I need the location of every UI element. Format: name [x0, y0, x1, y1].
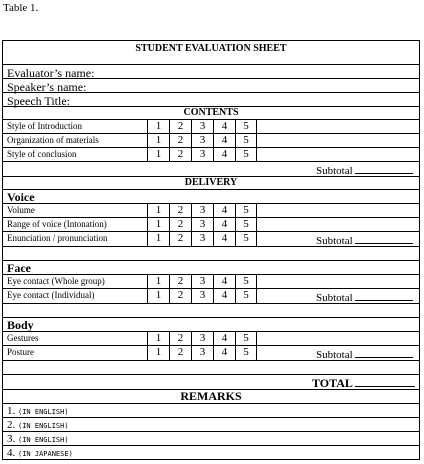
remark-number: 4. — [7, 447, 16, 459]
table-caption: Table 1. — [3, 2, 39, 14]
rating-scale[interactable] — [147, 346, 257, 360]
rating-option[interactable]: 5 — [235, 275, 257, 288]
subtotal-label: Subtotal — [316, 349, 353, 361]
rating-option[interactable]: 3 — [191, 120, 213, 133]
rating-scale[interactable] — [147, 120, 257, 133]
rating-option[interactable]: 1 — [147, 332, 169, 345]
rating-option[interactable]: 4 — [213, 134, 235, 147]
rating-option[interactable]: 4 — [213, 289, 235, 303]
contents-heading-row — [3, 107, 419, 120]
subtotal-blank[interactable] — [355, 164, 413, 174]
rating-option[interactable]: 4 — [213, 232, 235, 246]
remark-text — [7, 433, 69, 445]
rating-option[interactable]: 1 — [147, 218, 169, 231]
rating-scale[interactable] — [147, 289, 257, 303]
rating-option[interactable]: 3 — [191, 232, 213, 246]
body-item-row — [3, 332, 419, 346]
contents-item-label: Style of Introduction — [7, 121, 82, 131]
rating-option[interactable]: 3 — [191, 148, 213, 161]
rating-option[interactable]: 1 — [147, 275, 169, 288]
rating-option[interactable]: 5 — [235, 346, 257, 360]
total-row — [3, 375, 419, 390]
voice-heading-row — [3, 190, 419, 204]
speaker-name-label: Speaker’s name: — [7, 80, 87, 94]
rating-option[interactable]: 1 — [147, 120, 169, 133]
rating-option[interactable]: 5 — [235, 218, 257, 231]
remark-line[interactable] — [3, 432, 419, 446]
remark-text — [7, 419, 69, 431]
spacer-row — [3, 247, 419, 261]
remark-line[interactable] — [3, 446, 419, 459]
subtotal-blank[interactable] — [355, 234, 413, 244]
rating-option[interactable]: 5 — [235, 332, 257, 345]
delivery-heading: DELIVERY — [184, 177, 238, 188]
sheet-title: STUDENT EVALUATION SHEET — [135, 43, 287, 54]
rating-scale[interactable] — [147, 232, 257, 246]
remark-language: (IN ENGLISH) — [18, 422, 69, 430]
evaluator-name-field[interactable] — [3, 65, 419, 79]
remark-text — [7, 447, 73, 459]
remark-text — [7, 405, 69, 417]
remark-language: (IN ENGLISH) — [18, 436, 69, 444]
subtotal-label: Subtotal — [316, 165, 353, 177]
remark-line[interactable] — [3, 404, 419, 418]
total-field[interactable] — [312, 376, 415, 391]
rating-option[interactable]: 2 — [169, 204, 191, 217]
remark-line[interactable] — [3, 418, 419, 432]
total-label: TOTAL — [312, 376, 353, 390]
speaker-name-field[interactable] — [3, 79, 419, 93]
rating-option[interactable]: 2 — [169, 232, 191, 246]
face-item-row — [3, 275, 419, 289]
rating-option[interactable]: 2 — [169, 120, 191, 133]
subtotal-label: Subtotal — [316, 235, 353, 247]
rating-option[interactable]: 4 — [213, 275, 235, 288]
rating-option[interactable]: 5 — [235, 232, 257, 246]
rating-option[interactable]: 2 — [169, 346, 191, 360]
rating-option[interactable]: 2 — [169, 289, 191, 303]
rating-option[interactable]: 5 — [235, 148, 257, 161]
delivery-heading-row — [3, 177, 419, 190]
body-subtotal[interactable] — [316, 348, 413, 361]
rating-option[interactable]: 2 — [169, 148, 191, 161]
sheet-title-row — [3, 41, 419, 65]
rating-option[interactable]: 4 — [213, 204, 235, 217]
contents-item-row — [3, 120, 419, 134]
remark-language: (IN JAPANESE) — [18, 450, 73, 458]
rating-option[interactable]: 5 — [235, 204, 257, 217]
rating-option[interactable]: 4 — [213, 346, 235, 360]
face-item-row — [3, 289, 419, 304]
rating-option[interactable]: 4 — [213, 120, 235, 133]
body-item-label: Posture — [7, 347, 34, 357]
voice-item-label: Enunciation / pronunciation — [7, 233, 108, 243]
rating-option[interactable]: 5 — [235, 120, 257, 133]
remark-number: 3. — [7, 433, 16, 445]
face-subtotal[interactable] — [316, 291, 413, 304]
contents-subtotal[interactable] — [316, 164, 413, 177]
contents-subtotal-row — [3, 162, 419, 177]
contents-item-label: Organization of materials — [7, 135, 99, 145]
rating-option[interactable]: 1 — [147, 134, 169, 147]
speech-title-label: Speech Title: — [7, 94, 71, 108]
rating-scale[interactable] — [147, 134, 257, 147]
body-item-label: Gestures — [7, 333, 39, 343]
body-heading-row — [3, 318, 419, 332]
rating-option[interactable]: 4 — [213, 332, 235, 345]
rating-option[interactable]: 1 — [147, 289, 169, 303]
subtotal-blank[interactable] — [355, 348, 413, 358]
rating-scale[interactable] — [147, 275, 257, 288]
rating-option[interactable]: 3 — [191, 289, 213, 303]
speech-title-field[interactable] — [3, 93, 419, 107]
rating-option[interactable]: 5 — [235, 289, 257, 303]
remark-number: 2. — [7, 419, 16, 431]
contents-item-label: Style of conclusion — [7, 149, 77, 159]
remark-number: 1. — [7, 405, 16, 417]
voice-item-row — [3, 204, 419, 218]
rating-option[interactable]: 3 — [191, 204, 213, 217]
rating-option[interactable]: 3 — [191, 134, 213, 147]
rating-option[interactable]: 3 — [191, 346, 213, 360]
rating-option[interactable]: 3 — [191, 275, 213, 288]
rating-option[interactable]: 1 — [147, 204, 169, 217]
evaluation-sheet — [2, 40, 420, 460]
rating-option[interactable]: 2 — [169, 275, 191, 288]
rating-scale[interactable] — [147, 204, 257, 217]
spacer-row — [3, 361, 419, 375]
remarks-heading: REMARKS — [180, 389, 242, 403]
body-heading: Body — [7, 318, 34, 332]
rating-option[interactable]: 5 — [235, 134, 257, 147]
contents-heading: CONTENTS — [183, 107, 239, 118]
rating-scale[interactable] — [147, 332, 257, 345]
face-item-label: Eye contact (Individual) — [7, 290, 95, 300]
total-blank[interactable] — [355, 377, 415, 387]
spacer-row — [3, 304, 419, 318]
remark-language: (IN ENGLISH) — [18, 408, 69, 416]
rating-option[interactable]: 2 — [169, 134, 191, 147]
rating-option[interactable]: 3 — [191, 332, 213, 345]
rating-scale[interactable] — [147, 218, 257, 231]
subtotal-label: Subtotal — [316, 292, 353, 304]
voice-subtotal[interactable] — [316, 234, 413, 247]
subtotal-blank[interactable] — [355, 291, 413, 301]
voice-heading: Voice — [7, 190, 35, 204]
voice-item-label: Volume — [7, 205, 35, 215]
body-item-row — [3, 346, 419, 361]
face-item-label: Eye contact (Whole group) — [7, 276, 105, 286]
contents-item-row — [3, 148, 419, 162]
voice-item-row — [3, 218, 419, 232]
rating-option[interactable]: 4 — [213, 218, 235, 231]
rating-option[interactable]: 1 — [147, 232, 169, 246]
rating-scale[interactable] — [147, 148, 257, 161]
voice-item-row — [3, 232, 419, 247]
remarks-heading-row — [3, 390, 419, 404]
rating-option[interactable]: 3 — [191, 218, 213, 231]
rating-option[interactable]: 4 — [213, 148, 235, 161]
rating-option[interactable]: 1 — [147, 346, 169, 360]
rating-option[interactable]: 1 — [147, 148, 169, 161]
rating-option[interactable]: 2 — [169, 332, 191, 345]
face-heading: Face — [7, 261, 31, 275]
evaluator-name-label: Evaluator’s name: — [7, 66, 95, 80]
face-heading-row — [3, 261, 419, 275]
voice-item-label: Range of voice (Intonation) — [7, 219, 107, 229]
rating-option[interactable]: 2 — [169, 218, 191, 231]
contents-item-row — [3, 134, 419, 148]
